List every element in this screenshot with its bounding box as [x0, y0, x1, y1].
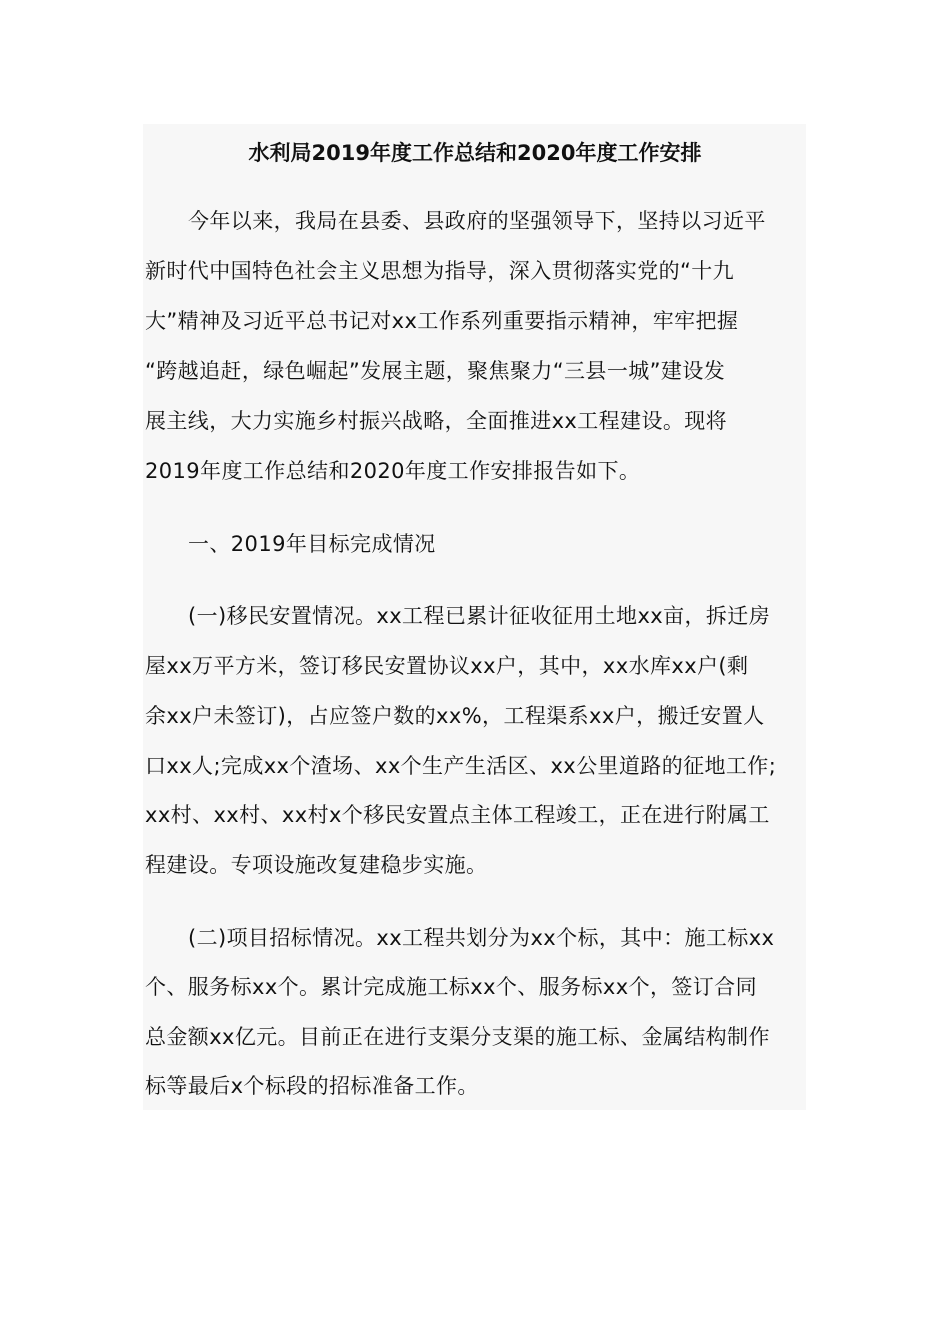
- resettlement-line-4: 口xx人;完成xx个渣场、xx个生产生活区、xx公里道路的征地工作;: [145, 754, 777, 778]
- resettlement-line-3: 余xx户未签订)，占应签户数的xx%，工程渠系xx户，搬迁安置人: [145, 704, 765, 728]
- bidding-line-3: 总金额xx亿元。目前正在进行支渠分支渠的施工标、金属结构制作: [145, 1025, 770, 1049]
- bidding-line-1: (二)项目招标情况。xx工程共划分为xx个标，其中：施工标xx: [188, 926, 775, 950]
- intro-line-2: 新时代中国特色社会主义思想为指导，深入贯彻落实党的“十九: [145, 259, 735, 283]
- document-title: 水利局2019年度工作总结和2020年度工作安排: [248, 141, 702, 165]
- intro-line-5: 展主线，大力实施乡村振兴战略，全面推进xx工程建设。现将: [145, 409, 728, 433]
- resettlement-line-1: (一)移民安置情况。xx工程已累计征收征用土地xx亩，拆迁房: [188, 604, 771, 628]
- resettlement-line-6: 程建设。专项设施改复建稳步实施。: [145, 853, 488, 877]
- intro-line-4: “跨越追赶，绿色崛起”发展主题，聚焦聚力“三县一城”建设发: [145, 359, 726, 383]
- intro-line-3: 大”精神及习近平总书记对xx工作系列重要指示精神，牢牢把握: [145, 309, 739, 333]
- bidding-line-2: 个、服务标xx个。累计完成施工标xx个、服务标xx个，签订合同: [145, 975, 757, 999]
- resettlement-line-2: 屋xx万平方米，签订移民安置协议xx户，其中，xx水库xx户(剩: [145, 654, 749, 678]
- intro-line-6: 2019年度工作总结和2020年度工作安排报告如下。: [145, 459, 641, 483]
- bidding-line-4: 标等最后x个标段的招标准备工作。: [145, 1074, 479, 1098]
- resettlement-line-5: xx村、xx村、xx村x个移民安置点主体工程竣工，正在进行附属工: [145, 803, 770, 827]
- section-heading: 一、2019年目标完成情况: [188, 532, 436, 556]
- intro-line-1: 今年以来，我局在县委、县政府的坚强领导下，坚持以习近平: [188, 209, 766, 233]
